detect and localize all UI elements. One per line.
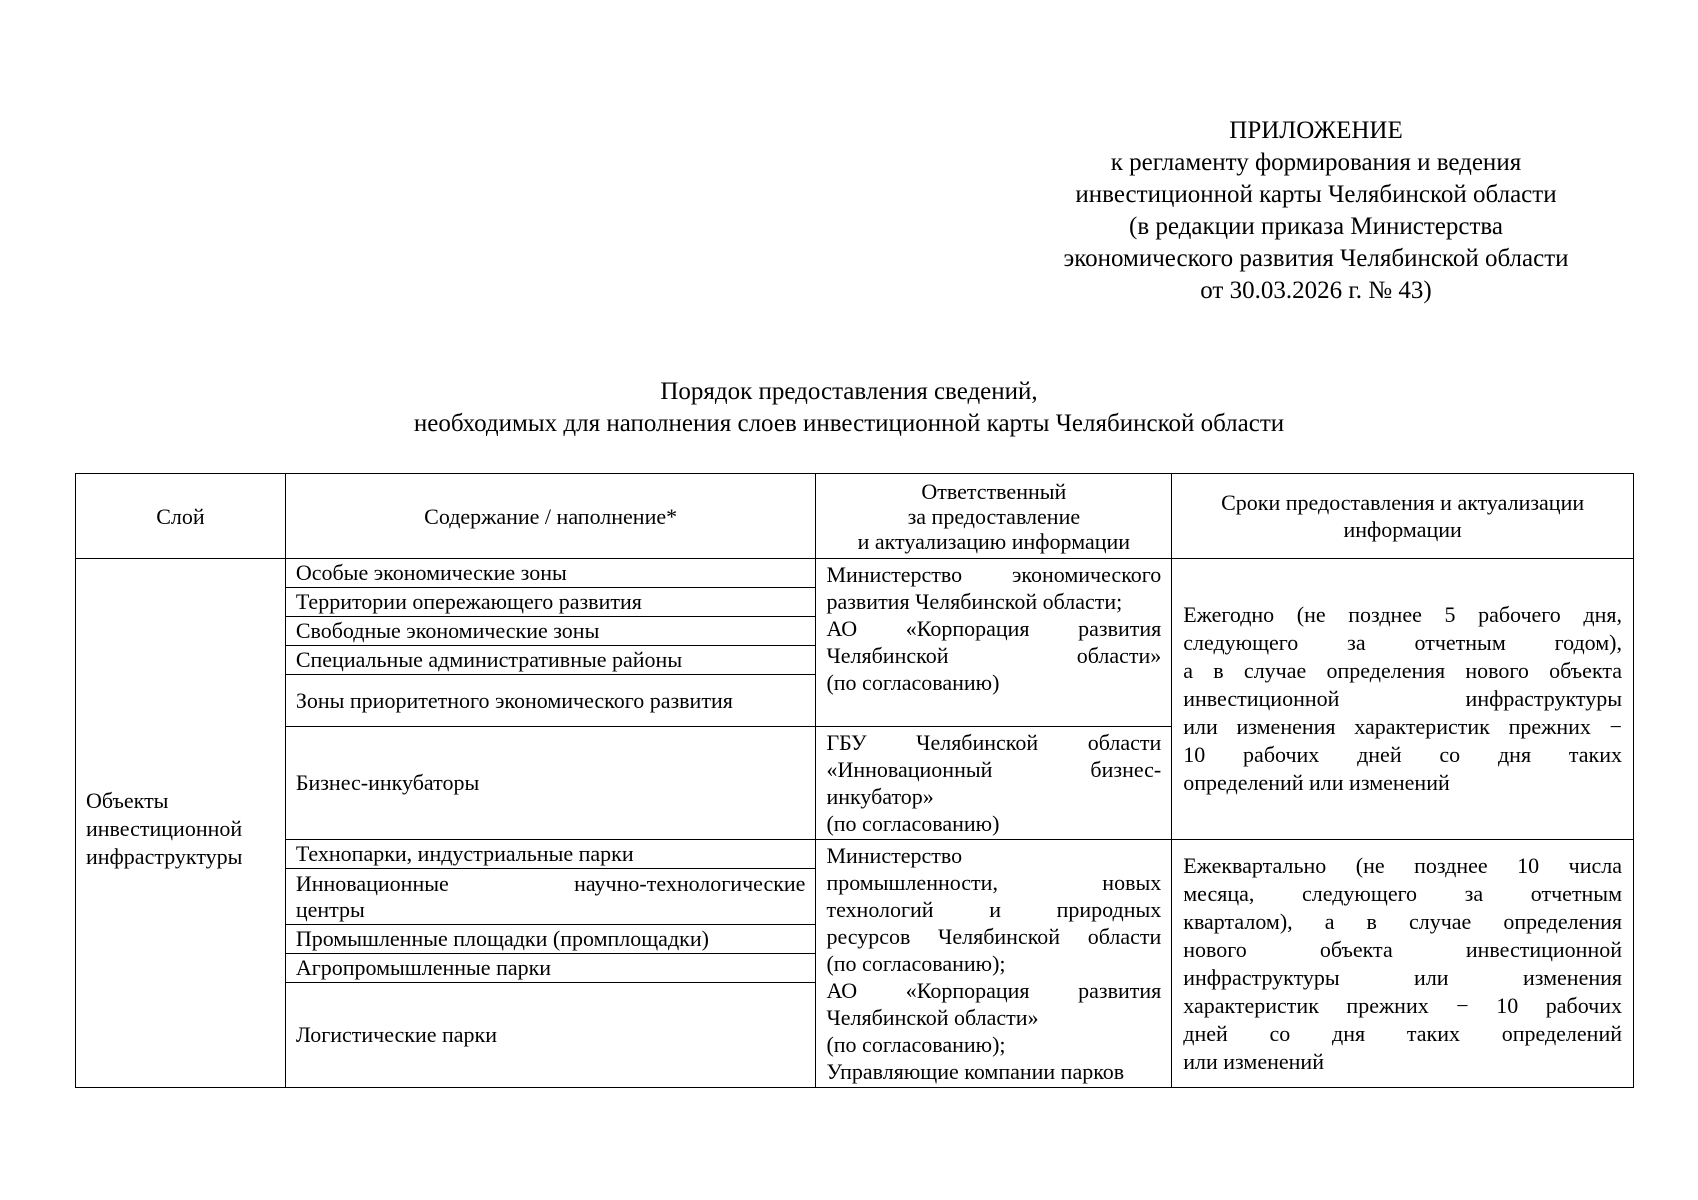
title-line-2: необходимых для наполнения слоев инвестиционной карты Челябинской области xyxy=(413,410,1285,437)
layers-table xyxy=(75,473,1634,1088)
deadline-cell: Ежеквартально (не позднее 10 числа месяца, следующего за отчетным кварталом), а в случае определения нового объекта инвестиционной инфраструктуры или изменения характеристик прежних − 10 рабочих дней со дня таких определений или изменений xyxy=(1172,840,1634,1088)
header-content: Содержание / наполнение* xyxy=(285,474,816,559)
appendix-line: экономического развития Челябинской области xyxy=(1063,245,1569,272)
content-item: Бизнес-инкубаторы xyxy=(285,727,816,840)
appendix-line: от 30.03.2026 г. № 43) xyxy=(1200,277,1432,304)
content-item: Свободные экономические зоны xyxy=(285,617,816,646)
responsible-cell: ГБУ Челябинской области «Инновационный бизнес- инкубатор» (по согласованию) xyxy=(816,727,1172,840)
content-item: Агропромышленные парки xyxy=(285,954,816,983)
document-title xyxy=(60,376,1638,440)
responsible-cell: Министерство промышленности, новых технологий и природных ресурсов Челябинской области (по согласованию); АО «Корпорация развития Челябинской области» (по согласованию); Управляющие компании парков xyxy=(816,840,1172,1088)
header-row xyxy=(76,474,1634,559)
responsible-cell: Министерство экономического развития Челябинской области; АО «Корпорация развития Челябинской области» (по согласованию) xyxy=(816,559,1172,727)
title-line-1: Порядок предоставления сведений, xyxy=(660,378,1038,405)
content-item: Зоны приоритетного экономического развития xyxy=(285,675,816,727)
content-item: Технопарки, индустриальные парки xyxy=(285,840,816,869)
appendix-line: к регламенту формирования и ведения xyxy=(1110,149,1522,176)
header-deadlines: Сроки предоставления и актуализации информации xyxy=(1172,474,1634,559)
content-item: Территории опережающего развития xyxy=(285,588,816,617)
header-responsible: Ответственный за предоставление и актуализацию информации xyxy=(816,474,1172,559)
content-item: Промышленные площадки (промплощадки) xyxy=(285,925,816,954)
appendix-heading: ПРИЛОЖЕНИЕ xyxy=(1229,117,1403,144)
layer-cell: Объекты инвестиционной инфраструктуры xyxy=(76,559,286,1088)
table-row xyxy=(76,840,1634,869)
deadline-cell: Ежегодно (не позднее 5 рабочего дня, следующего за отчетным годом), а в случае определения нового объекта инвестиционной инфраструктуры или изменения характеристик прежних − 10 рабочих дней со дня таких определений или изменений xyxy=(1172,559,1634,840)
content-item: Специальные административные районы xyxy=(285,646,816,675)
content-item: Инновационные научно-технологические центры xyxy=(285,869,816,925)
appendix-line: инвестиционной карты Челябинской области xyxy=(1075,181,1557,208)
appendix-line: (в редакции приказа Министерства xyxy=(1129,213,1503,240)
content-item: Логистические парки xyxy=(285,983,816,1088)
table-row xyxy=(76,559,1634,588)
appendix-block xyxy=(1010,115,1622,307)
content-item: Особые экономические зоны xyxy=(285,559,816,588)
header-layer: Слой xyxy=(76,474,286,559)
